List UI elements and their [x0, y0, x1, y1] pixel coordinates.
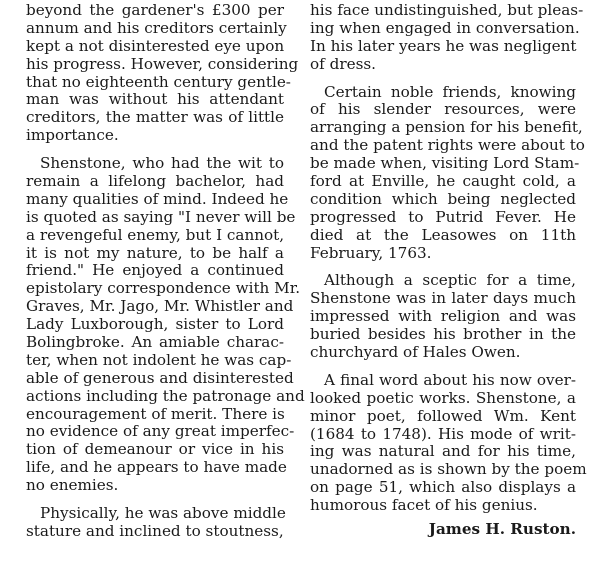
text-line: condition which being neglected	[310, 189, 576, 208]
text-line: ford at Enville, he caught cold, a	[310, 172, 576, 191]
text-line: and the patent rights were about to	[310, 136, 585, 155]
text-line: ing when engaged in conversation.	[310, 18, 580, 37]
right-column	[310, 1, 587, 539]
text-line: A final word about his now over-	[324, 370, 576, 389]
text-line: humorous facet of his genius.	[310, 496, 538, 515]
left-column	[26, 1, 305, 541]
text-line: epistolary correspondence with Mr.	[26, 279, 301, 298]
text-line: arranging a pension for his benefit,	[310, 118, 583, 137]
text-line: annum and his creditors certainly	[26, 18, 287, 37]
text-line: that no eighteenth century gentle-	[26, 72, 291, 91]
text-line: actions including the patronage and	[26, 386, 305, 405]
text-line: Shenstone, who had the wit to	[40, 154, 284, 173]
text-line: able of generous and disinterested	[26, 368, 294, 387]
text-line: Physically, he was above middle	[40, 504, 286, 523]
text-line: be made when, visiting Lord Stam-	[310, 154, 580, 173]
text-line: Graves, Mr. Jago, Mr. Whistler and	[26, 297, 294, 316]
text-line: stature and inclined to stoutness,	[26, 521, 284, 540]
text-line: no evidence of any great imperfec-	[26, 422, 295, 441]
text-line: beyond the gardener's £300 per	[26, 1, 284, 19]
text-line: died at the Leasowes on 11th	[310, 225, 576, 244]
text-line: Lady Luxborough, sister to Lord	[26, 315, 284, 334]
text-line: tion of demeanour or vice in his	[26, 440, 284, 459]
text-line: kept a not disinterested eye upon	[26, 36, 285, 55]
paragraph	[310, 1, 584, 74]
text-line: churchyard of Hales Owen.	[310, 343, 521, 362]
text-line: Certain noble friends, knowing	[324, 82, 576, 101]
text-line: In his later years he was negligent	[310, 36, 577, 55]
paragraph	[26, 154, 305, 495]
text-line: creditors, the matter was of little	[26, 108, 284, 127]
text-line: of his slender resources, were	[310, 100, 576, 119]
paragraph	[310, 82, 585, 263]
text-line: life, and he appears to have made	[26, 458, 287, 477]
paragraph	[26, 505, 284, 541]
text-line: encouragement of merit. There is	[26, 404, 285, 423]
paragraph	[310, 272, 576, 361]
author-signature: James H. Ruston.	[428, 520, 576, 539]
text-line: looked poetic works. Shenstone, a	[310, 388, 576, 407]
text-line: on page 51, which also displays a	[310, 478, 576, 497]
text-line: unadorned as is shown by the poem	[310, 460, 587, 479]
text-line: Shenstone was in later days much	[310, 289, 576, 308]
text-line: February, 1763.	[310, 243, 432, 262]
text-line: Bolingbroke. An amiable charac-	[26, 333, 284, 352]
text-line: (1684 to 1748). His mode of writ-	[310, 424, 576, 443]
text-line: progressed to Putrid Fever. He	[310, 207, 576, 226]
text-line: ing was natural and for his time,	[310, 442, 576, 461]
text-line: impressed with religion and was	[310, 307, 576, 326]
text-line: Although a sceptic for a time,	[324, 271, 576, 290]
text-line: his progress. However, considering	[26, 54, 299, 73]
text-line: it is not my nature, to be half a	[26, 243, 284, 262]
text-line: his face undistinguished, but pleas-	[310, 1, 584, 19]
text-line: minor poet, followed Wm. Kent	[310, 406, 576, 425]
text-line: ter, when not indolent he was cap-	[26, 350, 292, 369]
text-line: buried besides his brother in the	[310, 325, 576, 344]
paragraph	[310, 370, 587, 515]
text-line: man was without his attendant	[26, 90, 284, 109]
paragraph	[26, 1, 299, 145]
text-line: remain a lifelong bachelor, had	[26, 172, 284, 191]
text-line: is quoted as saying "I never will be	[26, 207, 296, 226]
text-line: of dress.	[310, 54, 376, 73]
text-line: friend." He enjoyed a continued	[26, 261, 284, 280]
text-line: many qualities of mind. Indeed he	[26, 189, 289, 208]
text-line: no enemies.	[26, 476, 119, 495]
text-line: importance.	[26, 126, 119, 145]
text-line: a revengeful enemy, but I cannot,	[26, 225, 285, 244]
